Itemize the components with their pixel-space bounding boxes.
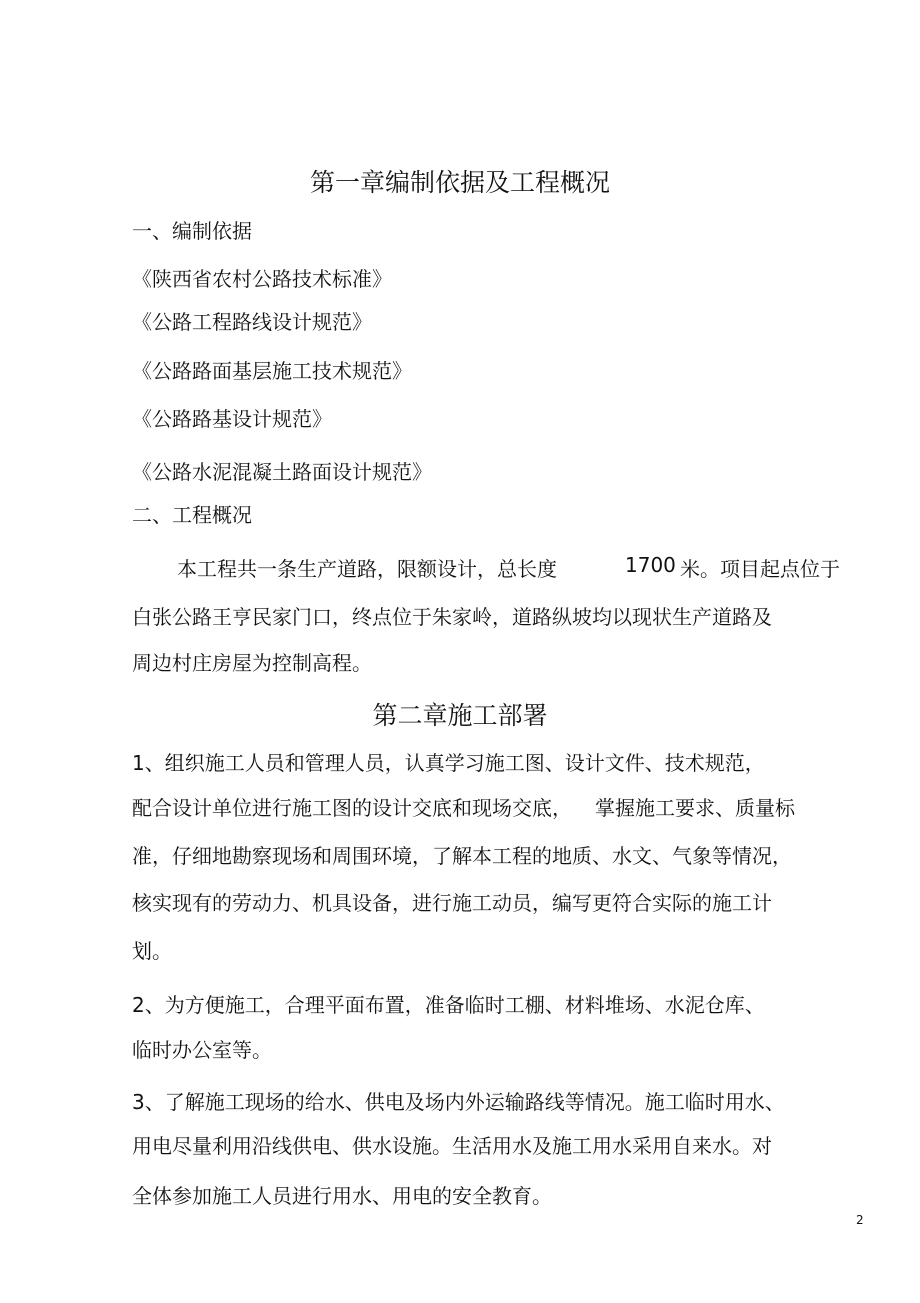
reference-item: 《公路水泥混凝土路面设计规范》 xyxy=(132,460,432,484)
overview-text: 米。项目起点位于 xyxy=(680,557,840,581)
deployment-item-3: 3、了解施工现场的给水、供电及场内外运输路线等情况。施工临时用水、 xyxy=(132,1090,785,1114)
deployment-item-3: 全体参加施工人员进行用水、用电的安全教育。 xyxy=(132,1184,552,1208)
deployment-item-1: 1、组织施工人员和管理人员，认真学习施工图、设计文件、技术规范， xyxy=(132,751,765,775)
section-heading-overview: 二、工程概况 xyxy=(132,503,252,527)
chapter-1-title: 第一章编制依据及工程概况 xyxy=(309,168,610,197)
deployment-item-3: 用电尽量利用沿线供电、供水设施。生活用水及施工用水采用自来水。对 xyxy=(132,1134,772,1158)
reference-item: 《公路工程路线设计规范》 xyxy=(132,310,372,334)
overview-text: 白张公路王亨民家门口，终点位于朱家岭，道路纵坡均以现状生产道路及 xyxy=(132,605,772,629)
deployment-item-2: 2、为方便施工，合理平面布置，准备临时工棚、材料堆场、水泥仓库、 xyxy=(132,993,765,1017)
deployment-item-1: 掌握施工要求、质量标 xyxy=(595,796,795,820)
deployment-item-1: 准，仔细地勘察现场和周围环境，了解本工程的地质、水文、气象等情况， xyxy=(132,844,792,868)
deployment-item-2: 临时办公室等。 xyxy=(132,1038,272,1062)
reference-item: 《陕西省农村公路技术标准》 xyxy=(132,267,392,291)
reference-item: 《公路路基设计规范》 xyxy=(132,407,332,431)
deployment-item-1: 划。 xyxy=(132,939,172,963)
deployment-item-1: 配合设计单位进行施工图的设计交底和现场交底， xyxy=(132,796,572,820)
overview-length-value: 1700 xyxy=(625,553,676,577)
chapter-2-title: 第二章施工部署 xyxy=(372,701,548,730)
page-number: 2 xyxy=(856,1213,864,1227)
reference-item: 《公路路面基层施工技术规范》 xyxy=(132,359,412,383)
overview-text: 周边村庄房屋为控制高程。 xyxy=(132,651,372,675)
section-heading-basis: 一、编制依据 xyxy=(132,219,252,243)
overview-text: 本工程共一条生产道路，限额设计，总长度 xyxy=(177,557,557,581)
deployment-item-1: 核实现有的劳动力、机具设备，进行施工动员，编写更符合实际的施工计 xyxy=(132,891,772,915)
